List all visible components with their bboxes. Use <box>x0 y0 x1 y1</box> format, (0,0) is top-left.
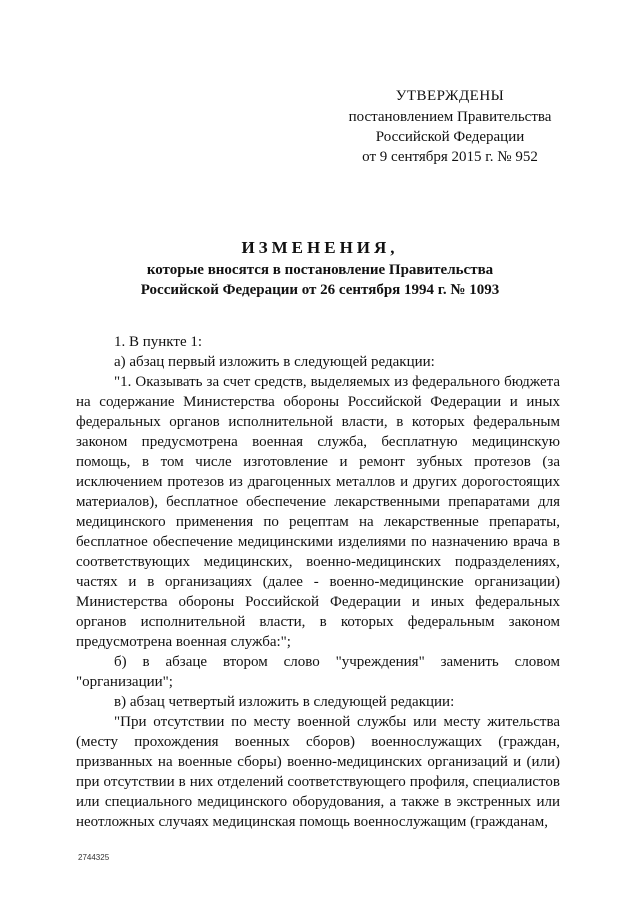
approval-line-3: от 9 сентября 2015 г. № 952 <box>362 149 538 165</box>
paragraph-quote-1: "1. Оказывать за счет средств, выделяемых из федерального бюджета на содержание Министерства обороны Российской Федерации и иных федеральных органов исполнительной власти, в которых федеральным законом предусмотрена военная служба, бесплатную медицинскую помощь, в том числе изготовление и ремонт зубных протезов (за исключением протезов из драгоценных металлов и других дорогостоящих материалов), бесплатное обеспечение лекарственными препаратами для медицинского применения по рецептам на лекарственные препараты, бесплатное обеспечение медицинскими изделиями по назначению врача в соответствующих медицинских, военно-медицинских подразделениях, частях и в организациях (далее - военно-медицинские организации) Министерства обороны Российской Федерации и иных федеральных органов исполнительной власти, в которых федеральным законом предусмотрена военная служба:"; <box>76 374 560 650</box>
title-subtitle-1: которые вносятся в постановление Правительства <box>146 262 494 278</box>
paragraph-quote-2: "При отсутствии по месту военной службы или месту жительства (месту прохождения военных сборов) военнослужащих (граждан, призванных на военные сборы) военно-медицинских организаций и (или) при отсутствии в них отделений соответствующего профиля, специалистов или специального медицинского оборудования, а также в экстренных или неотложных случаях медицинская помощь военнослужащим (гражданам, <box>76 714 560 830</box>
paragraph-subitem-c: в) абзац четвертый изложить в следующей редакции: <box>114 694 455 710</box>
document-body <box>76 332 560 832</box>
document-title <box>60 236 580 300</box>
title-main: ИЗМЕНЕНИЯ, <box>241 238 399 257</box>
approval-line-1: постановлением Правительства <box>348 109 552 125</box>
paragraph-item-1: 1. В пункте 1: <box>114 334 203 350</box>
approval-stamp <box>340 86 560 167</box>
title-subtitle-2: Российской Федерации от 26 сентября 1994 г. № 1093 <box>140 282 500 298</box>
paragraph-subitem-a: а) абзац первый изложить в следующей редакции: <box>114 354 435 370</box>
footer-code: 2744325 <box>78 853 110 862</box>
approval-heading: УТВЕРЖДЕНЫ <box>395 88 505 104</box>
paragraph-subitem-b: б) в абзаце втором слово "учреждения" заменить словом "организации"; <box>76 654 560 690</box>
approval-line-2: Российской Федерации <box>375 129 525 145</box>
